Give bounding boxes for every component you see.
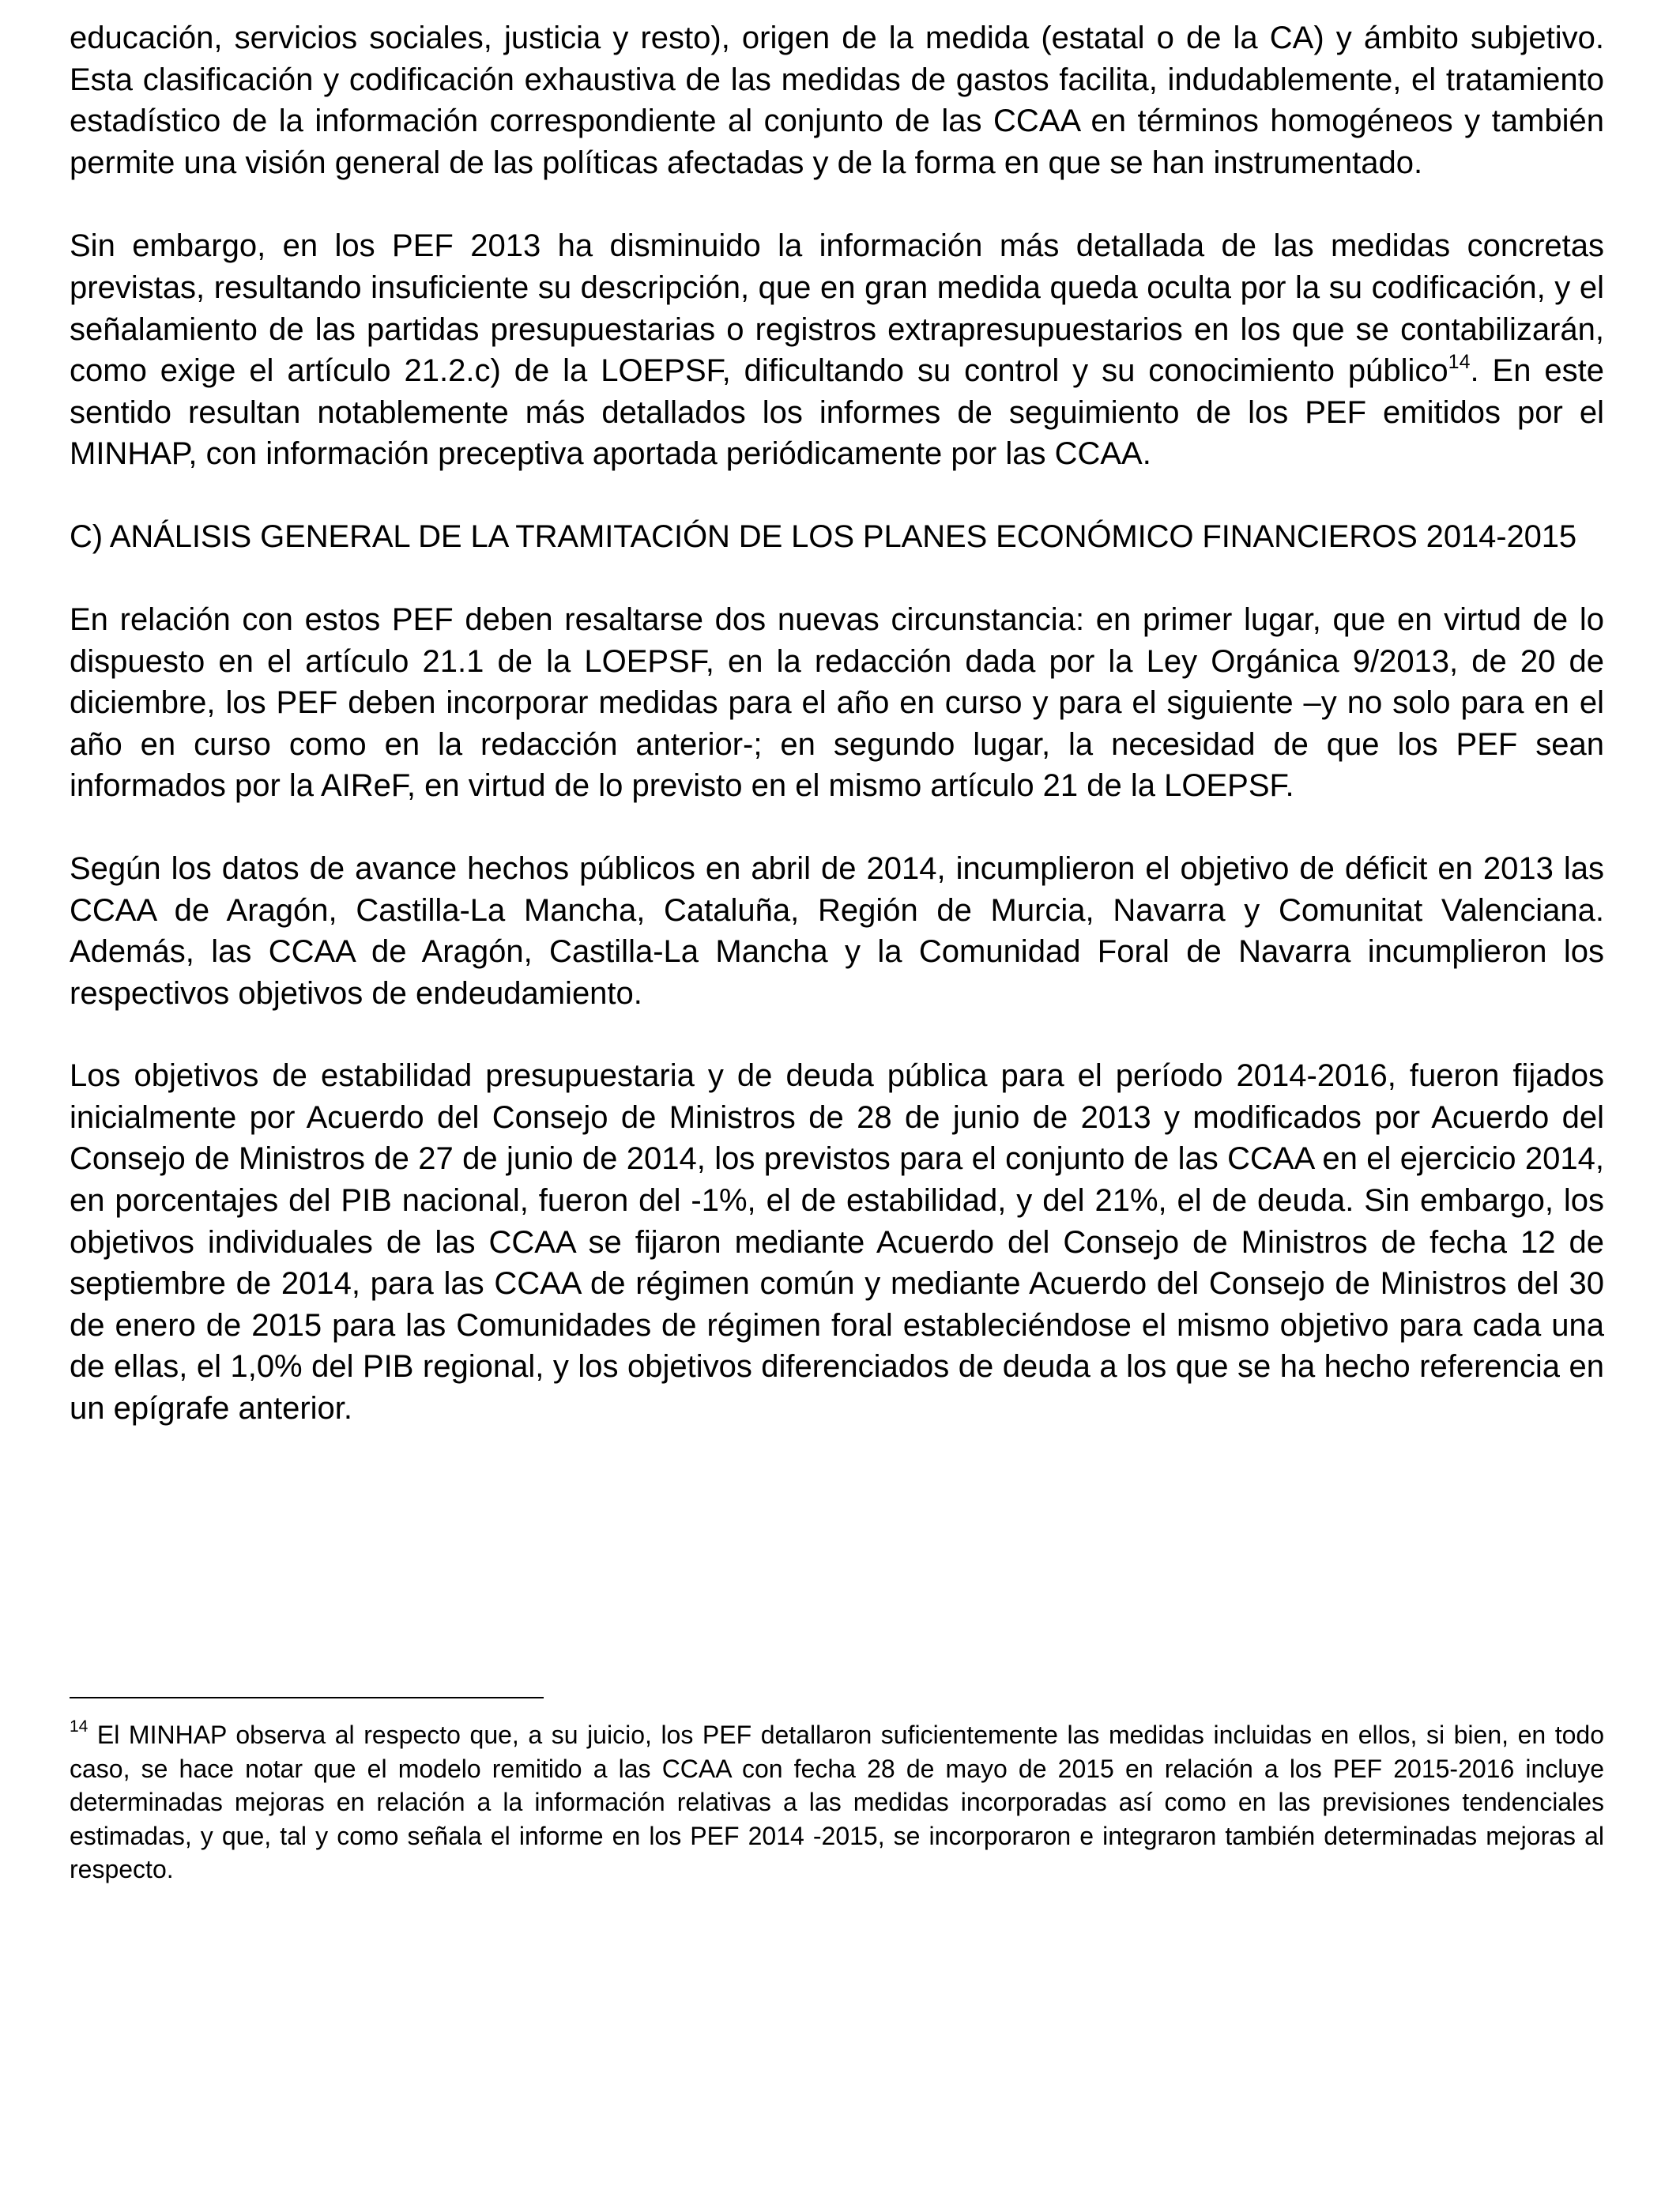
paragraph-2-text: Sin embargo, en los PEF 2013 ha disminuido la información más detallada de las medidas concretas previstas, resultando insuficiente su descripción, que en gran medida queda oculta por la su codificación, y el señalamiento de las partidas presupuestarias o registros extrapresupuestarios en los que se contabilizarán, como exige el artículo 21.2.c) de la LOEPSF, dificultando su control y su conocimiento público bbox=[70, 228, 1604, 389]
paragraph-2-text-continued: . En este sentido resultan notablemente más detallados los informes de seguimiento de los PEF emitidos por el MINHAP, con información preceptiva aportada periódicamente por las CCAA. bbox=[70, 353, 1605, 472]
paragraph-4: Según los datos de avance hechos públicos en abril de 2014, incumplieron el objetivo de déficit en 2013 las CCAA de Aragón, Castilla-La Mancha, Cataluña, Región de Murcia, Navarra y Comunitat Valenciana. Además, las CCAA de Aragón, Castilla-La Mancha y la Comunidad Foral de Navarra incumplieron los respectivos objetivos de endeudamiento. bbox=[70, 850, 1604, 1011]
footnote-separator bbox=[70, 1697, 544, 1698]
paragraph-5: Los objetivos de estabilidad presupuestaria y de deuda pública para el período 2014-2016, fueron fijados inicialmente por Acuerdo del Consejo de Ministros de 28 de junio de 2013 y modificados por Acuerdo del Consejo de Ministros de 27 de junio de 2014, los previstos para el conjunto de las CCAA en el ejercicio 2014, en porcentajes del PIB nacional, fueron del -1%, el de estabilidad, y del 21%, el de deuda. Sin embargo, los objetivos individuales de las CCAA se fijaron mediante Acuerdo del Consejo de Ministros de fecha 12 de septiembre de 2014, para las CCAA de régimen común y mediante Acuerdo del Consejo de Ministros del 30 de enero de 2015 para las Comunidades de régimen foral estableciéndose el mismo objetivo para cada una de ellas, el 1,0% del PIB regional, y los objetivos diferenciados de deuda a los que se ha hecho referencia en un epígrafe anterior. bbox=[70, 1058, 1604, 1427]
paragraph-2 bbox=[70, 225, 1604, 475]
paragraph-3: En relación con estos PEF deben resaltarse dos nuevas circunstancia: en primer lugar, que en virtud de lo dispuesto en el artículo 21.1 de la LOEPSF, en la redacción dada por la Ley Orgánica 9/2013, de 20 de diciembre, los PEF deben incorporar medidas para el año en curso y para el siguiente –y no solo para en el año en curso como en la redacción anterior-; en segundo lugar, la necesidad de que los PEF sean informados por la AIReF, en virtud de lo previsto en el mismo artículo 21 de la LOEPSF. bbox=[70, 601, 1604, 804]
footnote bbox=[70, 1718, 1604, 1887]
footnote-text: El MINHAP observa al respecto que, a su juicio, los PEF detallaron suficientemente las medidas incluidas en ellos, si bien, en todo caso, se hace notar que el modelo remitido a las CCAA con fecha 28 de mayo de 2015 en relación a los PEF 2015-2016 incluye determinadas mejoras en relación a la información relativas a las medidas incorporadas así como en las previsiones tendenciales estimadas, y que, tal y como señala el informe en los PEF 2014 -2015, se incorporaron e integraron también determinadas mejoras al respecto. bbox=[70, 1721, 1604, 1883]
footnote-reference[interactable]: 14 bbox=[1448, 350, 1471, 373]
paragraph-1: educación, servicios sociales, justicia y resto), origen de la medida (estatal o de la CA) y ámbito subjetivo. Esta clasificación y codificación exhaustiva de las medidas de gastos facilita, indudablemente, el tratamiento estadístico de la información correspondiente al conjunto de las CCAA en términos homogéneos y también permite una visión general de las políticas afectadas y de la forma en que se han instrumentado. bbox=[70, 21, 1604, 180]
document-body bbox=[70, 17, 1604, 1471]
footnote-number: 14 bbox=[70, 1717, 89, 1736]
section-heading: C) ANÁLISIS GENERAL DE LA TRAMITACIÓN DE LOS PLANES ECONÓMICO FINANCIEROS 2014-2015 bbox=[70, 518, 1577, 554]
